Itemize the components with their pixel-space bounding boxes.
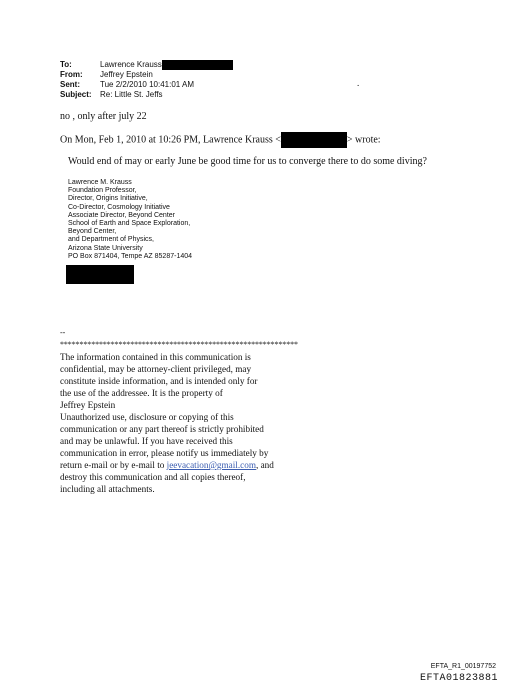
to-name: Lawrence Krauss (100, 60, 162, 70)
from-label: From: (60, 70, 83, 80)
stray-mark: . (357, 78, 360, 88)
to-row (60, 60, 233, 70)
signature-line: Director, Origins Initiative, (68, 195, 148, 203)
quote-intro-pre: On Mon, Feb 1, 2010 at 10:26 PM, Lawrence Krauss < (60, 134, 281, 146)
signature-line: Associate Director, Beyond Center (68, 211, 175, 219)
redaction-box (162, 60, 233, 70)
from-row (60, 70, 233, 80)
email-post: , and (255, 460, 274, 470)
sent-value: Tue 2/2/2010 10:41:01 AM (100, 80, 194, 90)
disclaimer-line: Unauthorized use, disclosure or copying of this (60, 412, 234, 422)
signature-line: School of Earth and Space Exploration, (68, 220, 191, 228)
signature-line: Arizona State University (68, 244, 143, 252)
disclaimer-line: communication in error, please notify us immediately by (60, 448, 269, 458)
disclaimer (60, 351, 274, 495)
signature-line: PO Box 871404, Tempe AZ 85287-1404 (68, 252, 193, 260)
reply-text: no , only after july 22 (60, 111, 147, 122)
from-value: Jeffrey Epstein (100, 70, 153, 80)
to-value (100, 60, 233, 70)
disclaimer-line: Jeffrey Epstein (60, 400, 116, 410)
quoted-message: Would end of may or early June be good time for us to converge there to do some diving? (68, 156, 427, 167)
subject-value: Re: Little St. Jeffs (100, 90, 163, 100)
signature-block (68, 179, 192, 261)
signature-line: Lawrence M. Krauss (68, 179, 132, 186)
redaction-box (66, 265, 134, 284)
email-link[interactable]: jeevacation@gmail.com (166, 460, 256, 470)
sent-row (60, 80, 233, 90)
signature-line: Foundation Professor, (68, 187, 137, 195)
email-pre: return e-mail or by e-mail to (60, 460, 167, 470)
disclaimer-line: the use of the addressee. It is the property of (60, 388, 223, 398)
email-header (60, 60, 233, 100)
disclaimer-line: destroy this communication and all copies thereof, (60, 472, 246, 482)
disclaimer-line: and may be unlawful. If you have received this (60, 436, 233, 446)
quote-intro (60, 132, 381, 148)
subject-row (60, 90, 233, 100)
disclaimer-line: communication or any part thereof is strictly prohibited (60, 424, 264, 434)
quote-intro-post: > wrote: (346, 134, 381, 146)
bates-number-large: EFTA01823881 (419, 673, 498, 684)
redaction-box (281, 132, 347, 148)
subject-label: Subject: (60, 90, 92, 100)
signature-line: and Department of Physics, (68, 236, 154, 244)
disclaimer-line: confidential, may be attorney-client privileged, may (60, 364, 252, 374)
bates-number-small: EFTA_R1_00197752 (430, 663, 496, 670)
disclaimer-line: The information contained in this communication is (60, 352, 251, 362)
signature-line: Beyond Center, (68, 228, 117, 236)
to-label: To: (60, 60, 72, 69)
separator-stars: ************************************************************* (60, 340, 298, 349)
disclaimer-email-line (60, 459, 274, 471)
disclaimer-line: constitute inside information, and is intended only for (60, 376, 258, 386)
sent-label: Sent: (60, 80, 80, 90)
disclaimer-line: including all attachments. (60, 484, 155, 494)
signature-line: Co-Director, Cosmology Initiative (68, 203, 170, 211)
separator-dashes: -- (60, 328, 66, 337)
